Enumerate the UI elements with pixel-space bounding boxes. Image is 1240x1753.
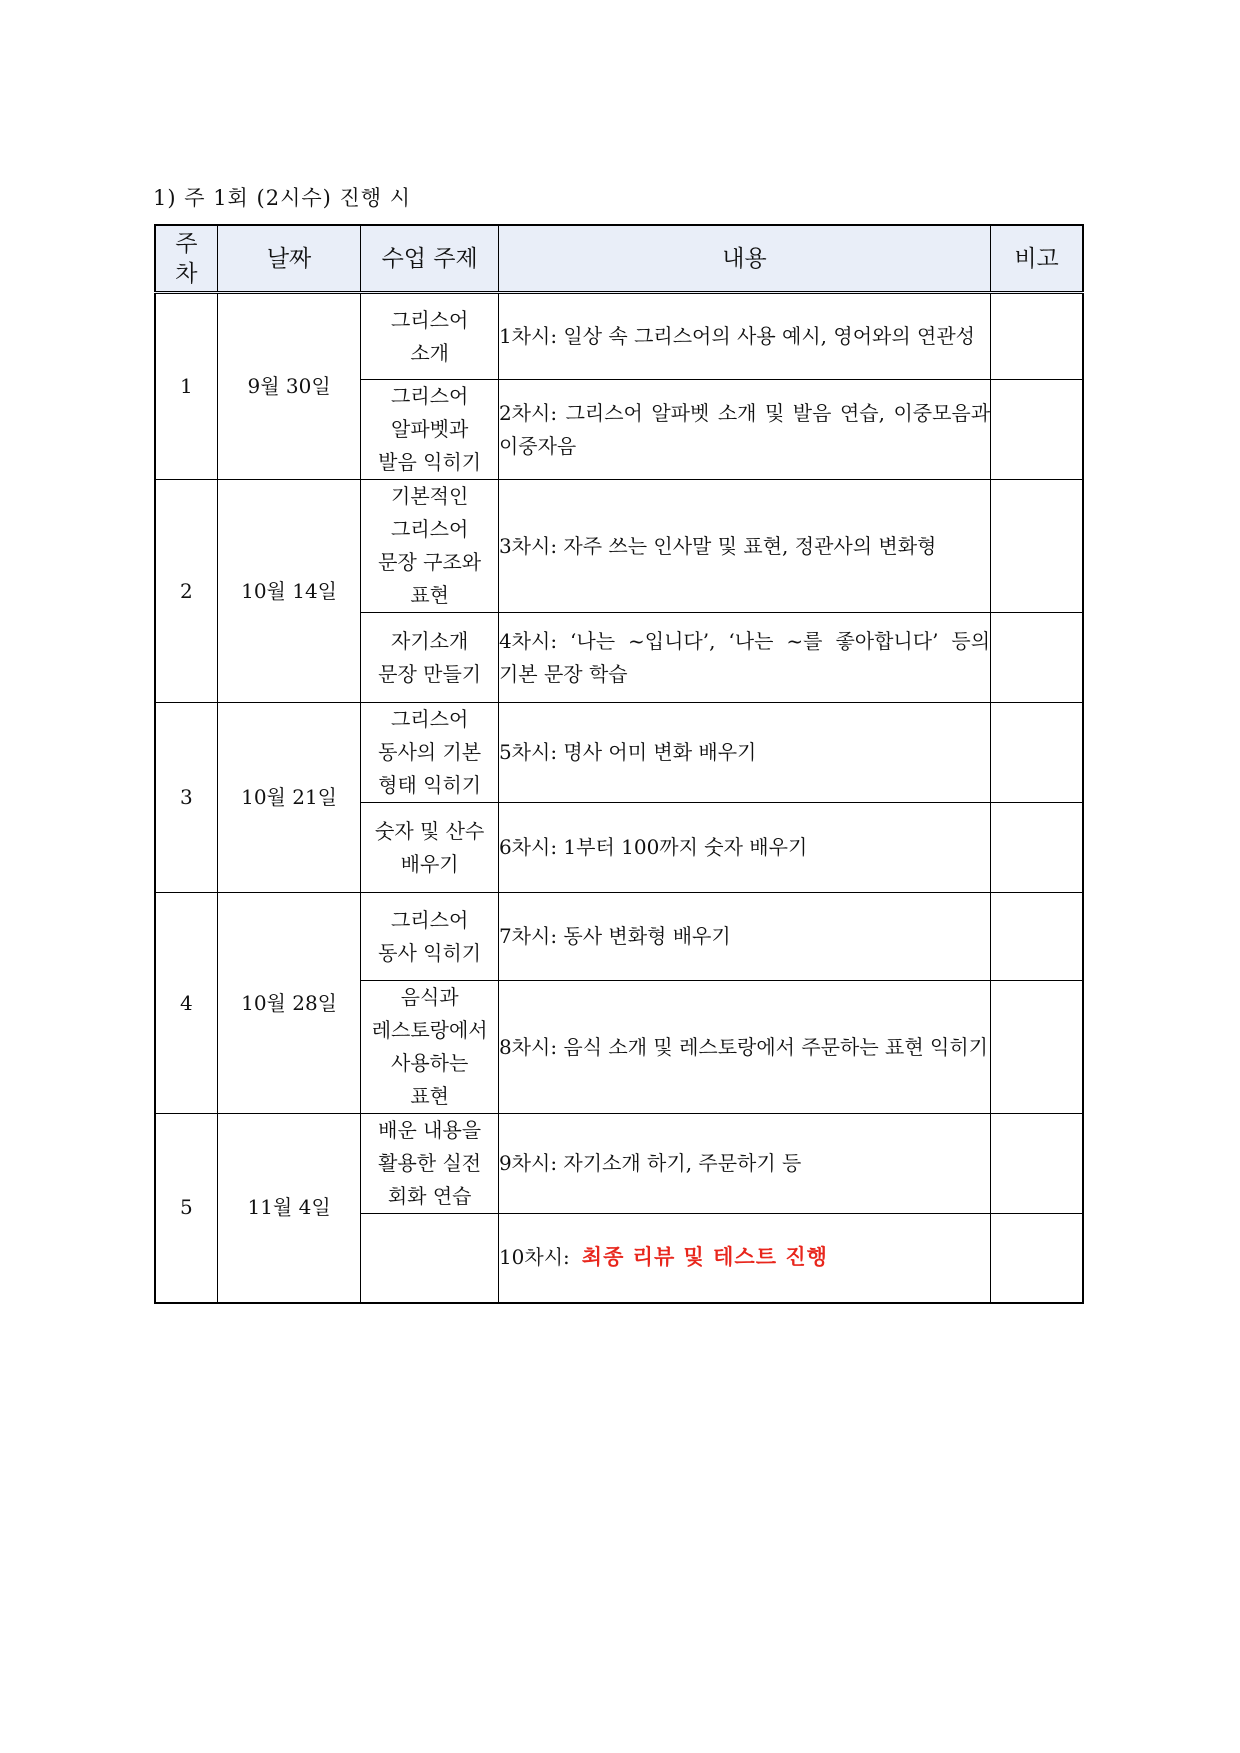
week-number: 3: [180, 785, 193, 809]
header-week-line2: 차: [175, 260, 198, 287]
week-number: 4: [180, 990, 193, 1015]
table-header-row: [155, 225, 1083, 293]
topic-line: 소개: [410, 340, 449, 365]
topic-cell-empty: [361, 1214, 499, 1303]
topic-line: 문장 구조와: [378, 550, 482, 574]
header-week-line1: 주: [175, 230, 198, 257]
session-label: 10차시:: [498, 1245, 570, 1270]
week-number: 1: [180, 374, 193, 398]
date-text: 11월 4일: [247, 1195, 331, 1220]
topic-line: 동사의 기본: [378, 740, 482, 764]
topic-cell: [361, 480, 499, 613]
table-row: [155, 293, 1083, 380]
date-text: 9월 30일: [247, 374, 331, 398]
week-number-cell: [155, 480, 217, 703]
topic-cell: [361, 893, 499, 981]
content-cell: 1차시: 일상 속 그리스어의 사용 예시, 영어와의 연관성: [498, 293, 990, 380]
table-row: [155, 1114, 1083, 1214]
date-text: 10월 21일: [241, 785, 338, 809]
table-row: [155, 703, 1083, 803]
topic-line: 활용한 실전: [378, 1151, 482, 1175]
content-cell: 7차시: 동사 변화형 배우기: [498, 893, 990, 981]
topic-line: 그리스어: [391, 707, 469, 731]
topic-line: 표현: [410, 1084, 449, 1108]
content-cell: 5차시: 명사 어미 변화 배우기: [498, 703, 990, 803]
week-number: 2: [180, 578, 193, 603]
topic-line: 레스토랑에서: [371, 1018, 488, 1042]
table-row: [155, 480, 1083, 613]
date-text: 10월 14일: [241, 578, 338, 603]
date-cell: [217, 1114, 361, 1303]
note-cell: [991, 803, 1083, 893]
week-number: 5: [180, 1195, 193, 1220]
content-cell: 3차시: 자주 쓰는 인사말 및 표현, 정관사의 변화형: [498, 480, 990, 613]
note-cell: [991, 480, 1083, 613]
week-number-cell: [155, 293, 217, 480]
note-cell: [991, 981, 1083, 1114]
date-text: 10월 28일: [241, 990, 338, 1015]
topic-cell: [361, 293, 499, 380]
topic-line: 숫자 및 산수: [375, 818, 485, 843]
topic-cell: [361, 380, 499, 480]
topic-line: 기본적인: [391, 484, 469, 508]
header-week: [155, 225, 217, 293]
content-cell: [498, 1214, 990, 1303]
topic-cell: [361, 1114, 499, 1214]
section-heading: 1) 주 1회 (2시수) 진행 시: [153, 186, 412, 210]
topic-line: 그리스어: [391, 384, 469, 408]
topic-cell: [361, 613, 499, 703]
note-cell: [991, 1114, 1083, 1214]
topic-cell: [361, 703, 499, 803]
schedule-table: [154, 224, 1084, 1304]
topic-line: 자기소개: [391, 628, 469, 653]
topic-cell: [361, 981, 499, 1114]
note-cell: [991, 613, 1083, 703]
note-cell: [991, 703, 1083, 803]
date-cell: [217, 703, 361, 893]
note-cell: [991, 293, 1083, 380]
content-cell: 4차시: ‘나는 ~입니다’, ‘나는 ~를 좋아합니다’ 등의 기본 문장 학습: [498, 613, 990, 703]
header-date: 날짜: [217, 225, 361, 293]
header-note: 비고: [991, 225, 1083, 293]
topic-line: 문장 만들기: [378, 661, 482, 686]
date-cell: [217, 293, 361, 480]
topic-line: 그리스어: [391, 517, 469, 541]
date-cell: [217, 893, 361, 1114]
topic-line: 표현: [410, 583, 449, 607]
date-cell: [217, 480, 361, 703]
header-topic: 수업 주제: [361, 225, 499, 293]
topic-line: 배우기: [400, 851, 459, 876]
content-cell: 6차시: 1부터 100까지 숫자 배우기: [498, 803, 990, 893]
topic-line: 동사 익히기: [378, 940, 482, 965]
topic-line: 사용하는: [391, 1051, 469, 1075]
table-row: [155, 893, 1083, 981]
note-cell: [991, 380, 1083, 480]
topic-line: 배운 내용을: [378, 1118, 482, 1142]
content-cell: 9차시: 자기소개 하기, 주문하기 등: [498, 1114, 990, 1214]
topic-line: 알파벳과: [391, 417, 469, 441]
week-number-cell: [155, 893, 217, 1114]
content-cell: 2차시: 그리스어 알파벳 소개 및 발음 연습, 이중모음과 이중자음: [498, 380, 990, 480]
header-content: 내용: [498, 225, 990, 293]
topic-line: 회화 연습: [387, 1184, 472, 1208]
content-cell: 8차시: 음식 소개 및 레스토랑에서 주문하는 표현 익히기: [498, 981, 990, 1114]
topic-cell: [361, 803, 499, 893]
note-cell: [991, 893, 1083, 981]
topic-line: 형태 익히기: [378, 773, 482, 797]
note-cell: [991, 1214, 1083, 1303]
topic-line: 그리스어: [391, 907, 469, 932]
week-number-cell: [155, 703, 217, 893]
topic-line: 그리스어: [391, 307, 469, 332]
week-number-cell: [155, 1114, 217, 1303]
topic-line: 음식과: [400, 985, 459, 1009]
highlighted-content: 최종 리뷰 및 테스트 진행: [581, 1245, 828, 1270]
topic-line: 발음 익히기: [378, 450, 482, 474]
